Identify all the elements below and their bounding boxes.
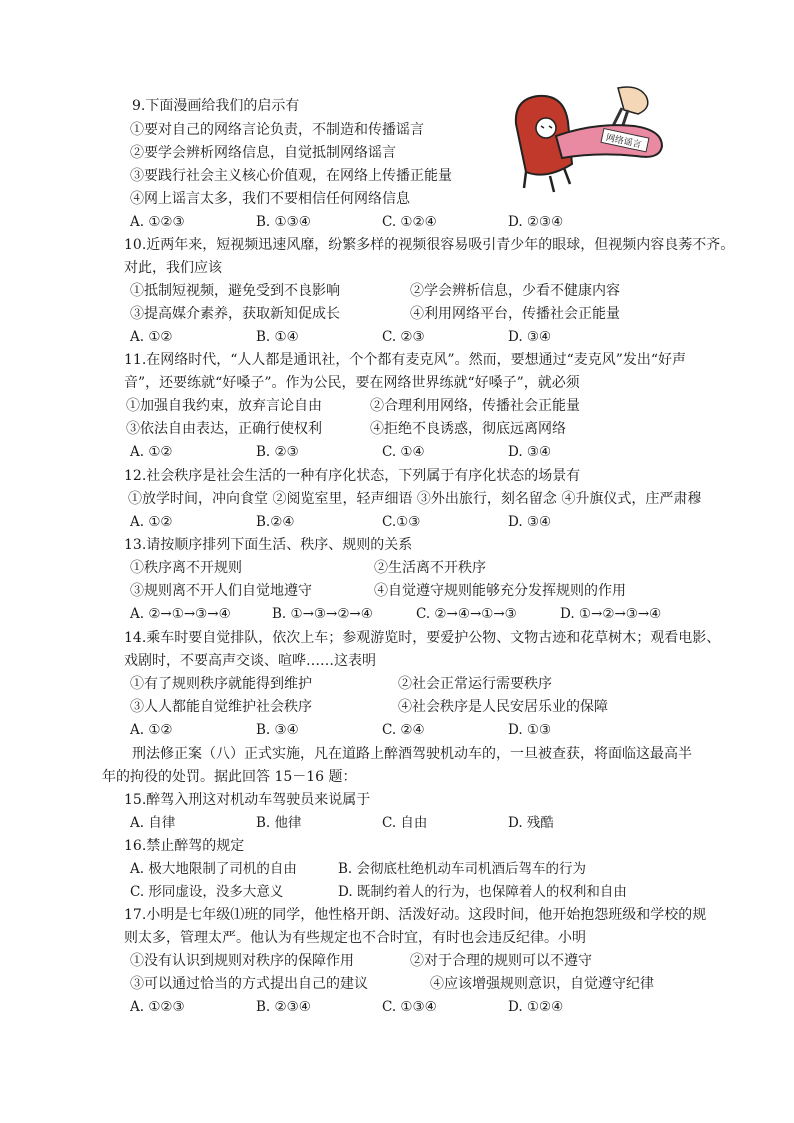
question-9-option-c[interactable]: C. ①②④ xyxy=(382,214,437,230)
question-10-statement-1: ①抵制短视频，避免受到不良影响 xyxy=(130,283,340,299)
question-9-option-d[interactable]: D. ②③④ xyxy=(508,214,564,230)
cartoon-sign-text: 网络谣言 xyxy=(604,133,643,151)
question-15-option-c[interactable]: C. 自由 xyxy=(382,815,428,831)
question-12-option-c[interactable]: C.①③ xyxy=(382,514,421,530)
cartoon-drawing xyxy=(506,84,666,196)
question-10-stem-line-2: 对此，我们应该 xyxy=(124,260,222,276)
question-15-option-b[interactable]: B. 他律 xyxy=(256,815,302,831)
question-16-option-d[interactable]: D. 既制约着人的行为，也保障着人的权利和自由 xyxy=(338,884,627,900)
question-12-stem-line-2: ①放学时间，冲向食堂 ②阅览室里，轻声细语 ③外出旅行，刻名留念 ④升旗仪式，庄严肃穆 xyxy=(128,491,702,507)
question-13-stem: 13.请按顺序排列下面生活、秩序、规则的关系 xyxy=(124,537,413,553)
question-17-stem-line-1: 17.小明是七年级⑴班的同学，他性格开朗、活泼好动。这段时间，他开始抱怨班级和学校的规 xyxy=(124,907,707,923)
question-15-option-a[interactable]: A. 自律 xyxy=(130,815,176,831)
question-17-option-d[interactable]: D. ①②④ xyxy=(508,999,564,1015)
question-14-option-d[interactable]: D. ①③ xyxy=(508,722,552,738)
question-10-option-b[interactable]: B. ①④ xyxy=(256,329,299,345)
question-14-statement-3: ③人人都能自觉维护社会秩序 xyxy=(130,699,312,715)
question-9-option-a[interactable]: A. ①②③ xyxy=(130,214,185,230)
question-12-option-d[interactable]: D. ③④ xyxy=(508,514,552,530)
question-11-stem-line-1: 11.在网络时代，“人人都是通讯社，个个都有麦克风”。然而，要想通过“麦克风”发出“好声 xyxy=(124,352,687,368)
question-11-stem-line-2: 音”，还要练就“好嗓子”。作为公民，要在网络世界练就“好嗓子”，就必须 xyxy=(124,375,580,391)
question-10-statement-3: ③提高媒介素养，获取新知促成长 xyxy=(130,306,340,322)
question-17-option-c[interactable]: C. ①③④ xyxy=(382,999,437,1015)
question-10-statement-2: ②学会辨析信息，少看不健康内容 xyxy=(410,283,620,299)
question-16-option-b[interactable]: B. 会彻底杜绝机动车司机酒后驾车的行为 xyxy=(338,861,587,877)
question-12-option-b[interactable]: B.②④ xyxy=(256,514,295,530)
passage-line-1: 刑法修正案（八）正式实施，凡在道路上醉酒驾驶机动车的，一旦被查获，将面临这最高半 xyxy=(132,746,692,762)
question-9-option-b[interactable]: B. ①③④ xyxy=(256,214,311,230)
question-15-stem: 15.醉驾入刑这对机动车驾驶员来说属于 xyxy=(124,792,371,808)
question-9-statement-1: ①要对自己的网络言论负责，不制造和传播谣言 xyxy=(130,122,424,138)
question-14-statement-1: ①有了规则秩序就能得到维护 xyxy=(130,676,312,692)
question-10-option-d[interactable]: D. ③④ xyxy=(508,329,552,345)
question-17-stem-line-2: 则太多，管理太严。他认为有些规定也不合时宜，有时也会违反纪律。小明 xyxy=(124,930,586,946)
question-9-stem: 9.下面漫画给我们的启示有 xyxy=(132,98,300,114)
question-17-option-b[interactable]: B. ②③④ xyxy=(256,999,311,1015)
question-13-statement-3: ③规则离不开人们自觉地遵守 xyxy=(130,583,312,599)
cartoon-illustration xyxy=(506,84,666,196)
question-17-statement-4: ④应该增强规则意识，自觉遵守纪律 xyxy=(430,976,654,992)
question-14-statement-4: ④社会秩序是人民安居乐业的保障 xyxy=(398,699,608,715)
question-9-statement-4: ④网上谣言太多，我们不要相信任何网络信息 xyxy=(130,191,410,207)
question-14-stem-line-1: 14.乘车时要自觉排队，依次上车；参观游览时，要爱护公物、文物古迹和花草树木；观看电影、 xyxy=(124,630,721,646)
question-10-statement-4: ④利用网络平台，传播社会正能量 xyxy=(410,306,620,322)
question-14-option-c[interactable]: C. ②④ xyxy=(382,722,425,738)
question-16-stem: 16.禁止醉驾的规定 xyxy=(124,838,245,854)
question-11-option-a[interactable]: A. ①② xyxy=(130,444,173,460)
question-11-option-d[interactable]: D. ③④ xyxy=(508,444,552,460)
question-17-statement-3: ③可以通过恰当的方式提出自己的建议 xyxy=(130,976,368,992)
question-13-statement-1: ①秩序离不开规则 xyxy=(130,560,242,576)
question-10-stem-line-1: 10.近两年来，短视频迅速风靡，纷繁多样的视频很容易吸引青少年的眼球，但视频内容良莠不齐。 xyxy=(124,237,735,253)
question-14-option-a[interactable]: A. ①② xyxy=(130,722,173,738)
question-12-option-a[interactable]: A. ①② xyxy=(130,514,173,530)
question-10-option-c[interactable]: C. ②③ xyxy=(382,329,425,345)
question-14-statement-2: ②社会正常运行需要秩序 xyxy=(398,676,552,692)
question-16-option-c[interactable]: C. 形同虚设，没多大意义 xyxy=(130,884,284,900)
question-11-option-b[interactable]: B. ②③ xyxy=(256,444,299,460)
question-13-option-b[interactable]: B. ①→③→②→④ xyxy=(272,606,373,622)
question-9-statement-3: ③要践行社会主义核心价值观，在网络上传播正能量 xyxy=(130,168,452,184)
question-17-option-a[interactable]: A. ①②③ xyxy=(130,999,185,1015)
question-11-statement-3: ③依法自由表达，正确行使权利 xyxy=(126,421,322,437)
question-15-option-d[interactable]: D. 残酷 xyxy=(508,815,554,831)
question-14-stem-line-2: 戏剧时，不要高声交谈、喧哗……这表明 xyxy=(124,653,376,669)
question-17-statement-2: ②对于合理的规则可以不遵守 xyxy=(410,953,592,969)
question-12-stem-line-1: 12.社会秩序是社会生活的一种有序化状态，下列属于有序化状态的场景有 xyxy=(124,468,581,484)
question-14-option-b[interactable]: B. ③④ xyxy=(256,722,299,738)
question-10-option-a[interactable]: A. ①② xyxy=(130,329,173,345)
question-13-option-c[interactable]: C. ②→④→①→③ xyxy=(416,606,517,622)
question-11-statement-4: ④拒绝不良诱惑，彻底远离网络 xyxy=(370,421,566,437)
passage-line-2: 年的拘役的处罚。据此回答 15－16 题： xyxy=(102,769,357,785)
question-16-option-a[interactable]: A. 极大地限制了司机的自由 xyxy=(130,861,297,877)
question-13-option-a[interactable]: A. ②→①→③→④ xyxy=(130,606,231,622)
question-11-statement-2: ②合理利用网络，传播社会正能量 xyxy=(370,398,580,414)
question-13-statement-4: ④自觉遵守规则能够充分发挥规则的作用 xyxy=(374,583,626,599)
question-11-option-c[interactable]: C. ①④ xyxy=(382,444,425,460)
question-17-statement-1: ①没有认识到规则对秩序的保障作用 xyxy=(130,953,354,969)
question-13-statement-2: ②生活离不开秩序 xyxy=(374,560,486,576)
question-13-option-d[interactable]: D. ①→②→③→④ xyxy=(560,606,662,622)
question-9-statement-2: ②要学会辨析网络信息，自觉抵制网络谣言 xyxy=(130,145,396,161)
question-11-statement-1: ①加强自我约束，放弃言论自由 xyxy=(126,398,322,414)
